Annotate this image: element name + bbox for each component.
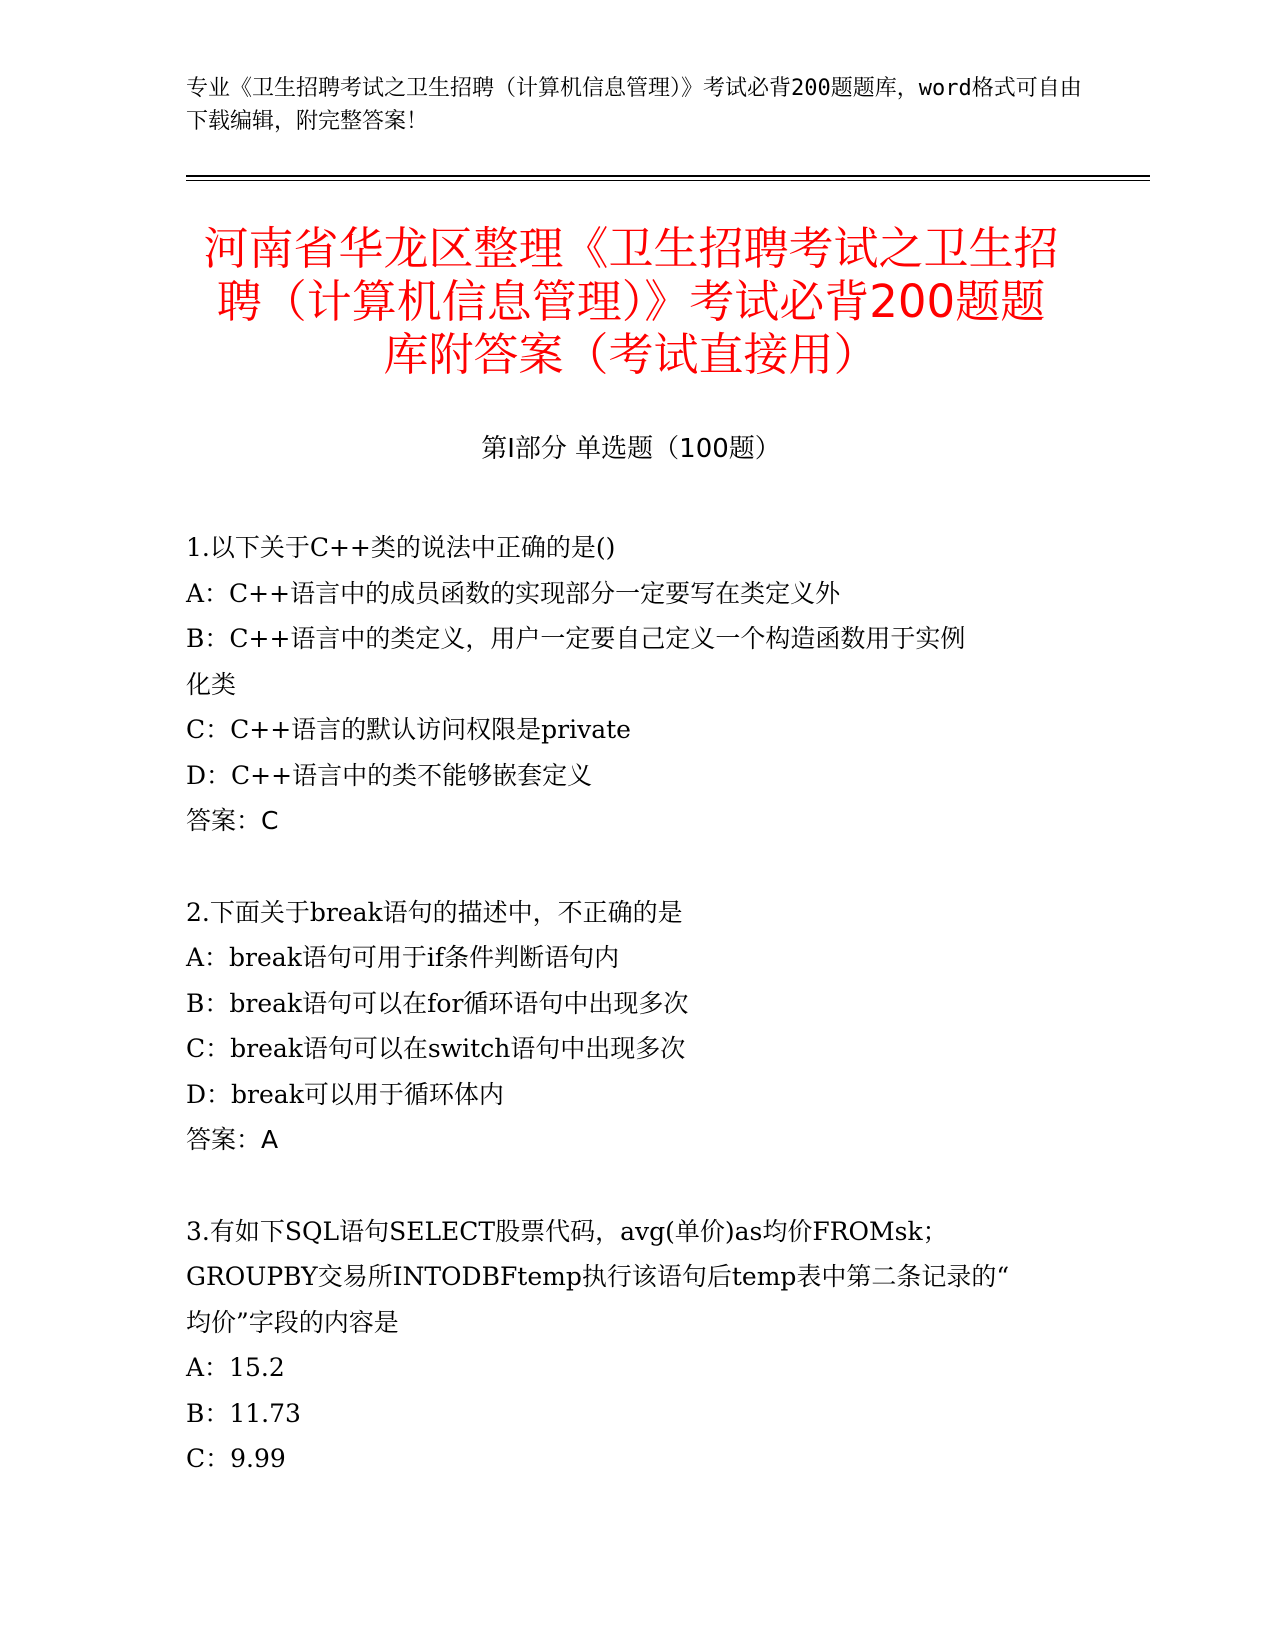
- option-b: B：break语句可以在for循环语句中出现多次: [186, 988, 689, 1018]
- header-rule-thick: [186, 175, 1150, 177]
- title-line: 库附答案（考试直接用）: [383, 328, 879, 381]
- option-d: D：C++语言中的类不能够嵌套定义: [186, 760, 593, 790]
- header-rule-thin: [186, 180, 1150, 181]
- option-c: C：break语句可以在switch语句中出现多次: [186, 1034, 686, 1063]
- option-b: B：C++语言中的类定义，用户一定要自己定义一个构造函数用于实例: [186, 624, 966, 653]
- answer: 答案：C: [186, 806, 279, 835]
- question-stem: 2.下面关于break语句的描述中，不正确的是: [186, 897, 683, 927]
- question-stem-continued: GROUPBY交易所INTODBFtemp执行该语句后temp表中第二条记录的“: [186, 1262, 1010, 1291]
- option-a: A：15.2: [186, 1353, 285, 1382]
- option-a: A：break语句可用于if条件判断语句内: [186, 943, 620, 972]
- question-list: [186, 525, 1066, 1528]
- document-title: [186, 222, 1076, 381]
- question-stem: 1.以下关于C++类的说法中正确的是(): [186, 533, 616, 562]
- question-stem-continued: 均价”字段的内容是: [186, 1307, 399, 1337]
- question-2: [186, 890, 1066, 1163]
- option-c: C：9.99: [186, 1444, 286, 1473]
- option-d: D：break可以用于循环体内: [186, 1079, 504, 1109]
- header-note-text: 专业《卫生招聘考试之卫生招聘（计算机信息管理）》考试必背200题题库，word格式可自由下载编辑，附完整答案！: [186, 76, 1082, 134]
- header-note: [186, 72, 1086, 138]
- option-b: B：11.73: [186, 1398, 301, 1428]
- question-stem: 3.有如下SQL语句SELECT股票代码，avg(单价)as均价FROMsk；: [186, 1216, 948, 1246]
- title-line: 河南省华龙区整理《卫生招聘考试之卫生招: [203, 222, 1059, 275]
- option-c: C：C++语言的默认访问权限是private: [186, 715, 631, 744]
- question-1: [186, 525, 1066, 844]
- option-b-continued: 化类: [186, 669, 237, 699]
- answer: 答案：A: [186, 1125, 279, 1154]
- title-line: 聘（计算机信息管理）》考试必背200题题: [216, 275, 1046, 328]
- question-3: [186, 1209, 1066, 1482]
- option-a: A：C++语言中的成员函数的实现部分一定要写在类定义外: [186, 578, 841, 608]
- section-heading: 第Ⅰ部分 单选题（100题）: [481, 434, 781, 464]
